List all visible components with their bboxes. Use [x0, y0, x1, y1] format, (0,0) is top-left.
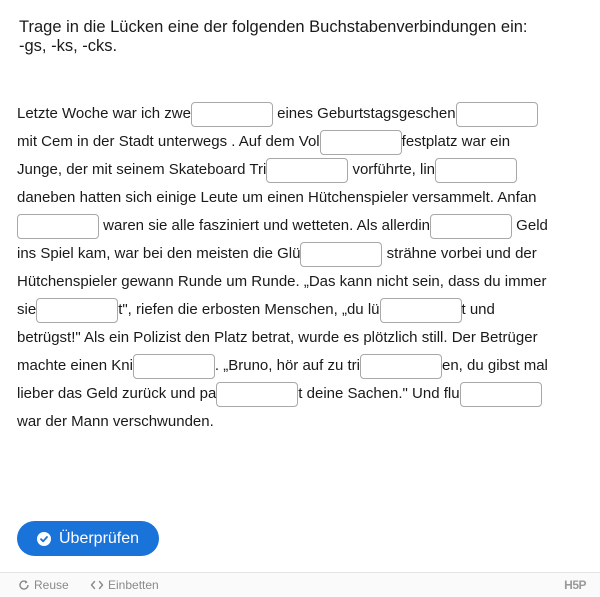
text-line-11: [17, 380, 587, 408]
text-fragment: strähne vorbei und der: [382, 245, 537, 262]
text-line-6: [17, 240, 587, 268]
text-fragment: waren sie alle fasziniert und wetteten. Als allerdin: [99, 217, 431, 234]
text-line-10: [17, 352, 587, 380]
text-fragment: betrügst!" Als ein Polizist den Platz betrat, wurde es plötzlich still. Der Betrüger: [17, 329, 538, 346]
text-fragment: sie: [17, 301, 37, 318]
text-fragment: en, du gibst mal: [441, 357, 548, 374]
text-fragment: . „Bruno, hör auf zu tri: [214, 357, 360, 374]
embed-label: Einbetten: [108, 578, 159, 592]
gap-input-13[interactable]: [216, 382, 298, 407]
check-circle-icon: [37, 532, 51, 546]
text-fragment: festplatz war ein: [401, 133, 511, 150]
task-description: [19, 18, 589, 56]
text-line-4: [17, 184, 587, 212]
task-line-1: Trage in die Lücken eine der folgenden Buchstabenverbindungen ein:: [19, 18, 528, 36]
text-line-12: [17, 408, 587, 436]
footer-bar: [0, 572, 600, 597]
reuse-icon: [18, 579, 30, 591]
text-fragment: Junge, der mit seinem Skateboard Tri: [17, 161, 267, 178]
text-line-5: [17, 212, 587, 240]
text-fragment: war der Mann verschwunden.: [17, 413, 214, 430]
text-line-8: [17, 296, 587, 324]
text-fragment: daneben hatten sich einige Leute um einen Hütchenspieler versammelt. Anfan: [17, 189, 537, 206]
text-fragment: ins Spiel kam, war bei den meisten die Glü: [17, 245, 301, 262]
h5p-logo: H5P: [564, 578, 586, 592]
gap-input-2[interactable]: [456, 102, 538, 127]
gap-input-11[interactable]: [133, 354, 215, 379]
text-fragment: t", riefen die erbosten Menschen, „du lü: [118, 301, 380, 318]
check-button[interactable]: [17, 521, 159, 556]
text-fragment: lieber das Geld zurück und pa: [17, 385, 217, 402]
text-fragment: Letzte Woche war ich zwe: [17, 105, 191, 122]
gap-input-4[interactable]: [266, 158, 348, 183]
code-icon: [90, 579, 104, 591]
text-fragment: Geld: [512, 217, 548, 234]
gap-input-12[interactable]: [360, 354, 442, 379]
text-fragment: machte einen Kni: [17, 357, 133, 374]
text-fragment: t und: [461, 301, 495, 318]
embed-button[interactable]: [90, 578, 159, 592]
gap-input-8[interactable]: [300, 242, 382, 267]
text-line-9: [17, 324, 587, 352]
reuse-label: Reuse: [34, 578, 69, 592]
gap-input-3[interactable]: [320, 130, 402, 155]
check-button-label: Überprüfen: [59, 529, 140, 547]
text-fragment: eines Geburtstagsgeschen: [272, 105, 456, 122]
gap-input-10[interactable]: [380, 298, 462, 323]
reuse-button[interactable]: [18, 578, 69, 592]
text-line-3: [17, 156, 587, 184]
text-line-1: [17, 100, 587, 128]
gap-input-5[interactable]: [435, 158, 517, 183]
text-fragment: mit Cem in der Stadt unterwegs . Auf dem Vol: [17, 133, 320, 150]
task-line-2: -gs, -ks, -cks.: [19, 37, 118, 55]
gap-input-1[interactable]: [191, 102, 273, 127]
gap-input-14[interactable]: [460, 382, 542, 407]
text-fragment: t deine Sachen." Und flu: [298, 385, 460, 402]
cloze-text: [17, 100, 587, 436]
text-fragment: vorführte, lin: [348, 161, 436, 178]
text-fragment: Hütchenspieler gewann Runde um Runde. „Das kann nicht sein, dass du immer: [17, 273, 547, 290]
text-line-2: [17, 128, 587, 156]
gap-input-6[interactable]: [17, 214, 99, 239]
gap-input-7[interactable]: [430, 214, 512, 239]
gap-input-9[interactable]: [36, 298, 118, 323]
text-line-7: [17, 268, 587, 296]
